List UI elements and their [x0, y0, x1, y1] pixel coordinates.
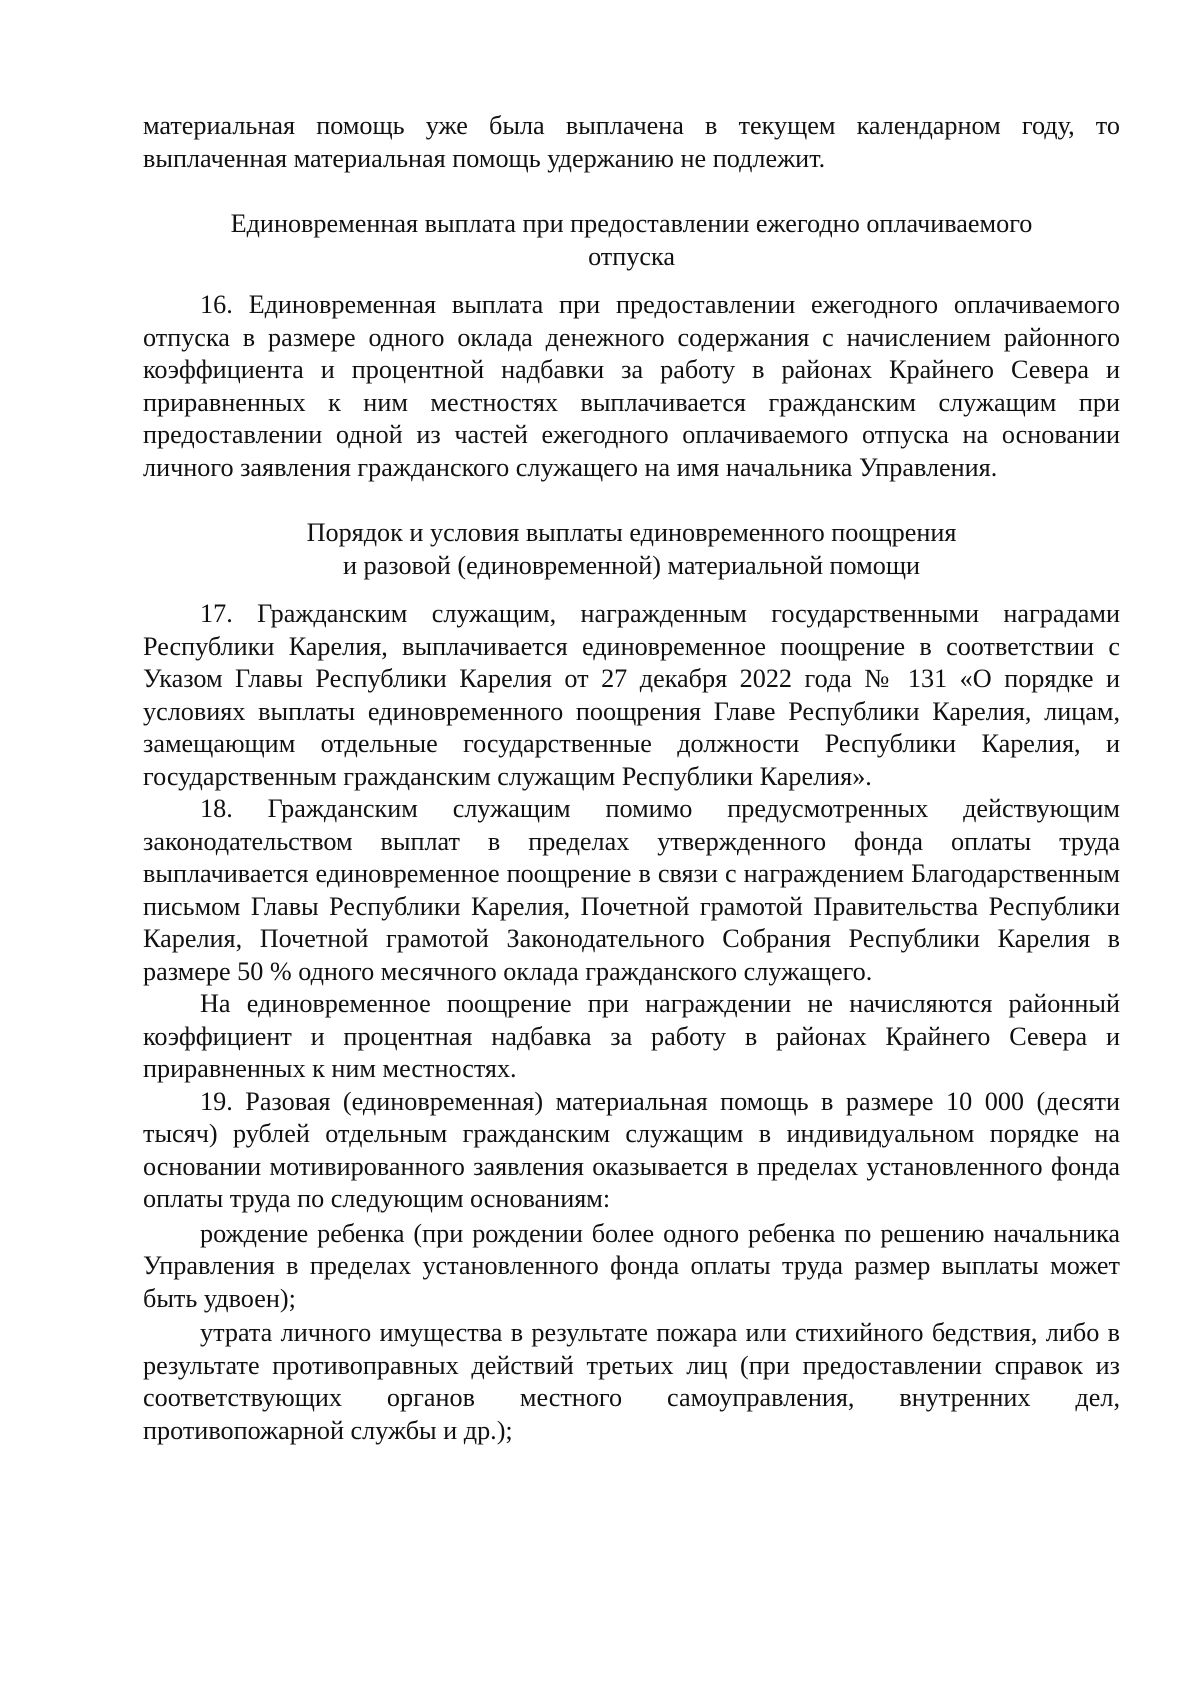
- paragraph-bonus-note: На единовременное поощрение при награждении не начисляются районный коэффициент и процентная надбавка за работу в районах Крайнего Севера и приравненных к ним местностях.: [143, 989, 1120, 1083]
- document-page: [143, 110, 1120, 1447]
- section-heading-bonus-and-aid: [143, 517, 1120, 582]
- intro-paragraph: материальная помощь уже была выплачена в текущем календарном году, то выплаченная материальная помощь удержанию не подлежит.: [143, 111, 1120, 173]
- paragraph-16: 16. Единовременная выплата при предоставлении ежегодного оплачиваемого отпуска в размере одного оклада денежного содержания с начислением районного коэффициента и процентной надбавки за работу в районах Крайнего Севера и приравненных к ним местностях выплачивается гражданским служащим при предоставлении одной из частей ежегодного оплачиваемого отпуска на основании личного заявления гражданского служащего на имя начальника Управления.: [143, 290, 1120, 482]
- section-heading-line: и разовой (единовременной) материальной помощи: [342, 550, 921, 580]
- section-heading-line: Единовременная выплата при предоставлении ежегодно оплачиваемого: [230, 209, 1033, 238]
- paragraph-18: 18. Гражданским служащим помимо предусмотренных действующим законодательством выплат в пределах утвержденного фонда оплаты труда выплачивается единовременное поощрение в связи с награждением Благодарственным письмом Главы Республики Карелия, Почетной грамотой Правительства Республики Карелия, Почетной грамотой Законодательного Собрания Республики Карелия в размере 50 % одного месячного оклада гражданского служащего.: [143, 794, 1120, 986]
- paragraph-17: 17. Гражданским служащим, награжденным государственными наградами Республики Карелия, выплачивается единовременное поощрение в соответствии с Указом Главы Республики Карелия от 27 декабря 2022 года № 131 «О порядке и условиях выплаты единовременного поощрения Главе Республики Карелия, лицам, замещающим отдельные государственные должности Республики Карелия, и государственным гражданским служащим Республики Карелия».: [143, 599, 1120, 791]
- paragraph-19: 19. Разовая (единовременная) материальная помощь в размере 10 000 (десяти тысяч) рублей отдельным гражданским служащим в индивидуальном порядке на основании мотивированного заявления оказывается в пределах установленного фонда оплаты труда по следующим основаниям:: [143, 1086, 1120, 1213]
- section-heading-one-time-vacation-payment: [143, 208, 1120, 273]
- section-heading-line: отпуска: [588, 241, 675, 271]
- list-item-child-birth: рождение ребенка (при рождении более одного ребенка по решению начальника Управления в пределах установленного фонда оплаты труда размер выплаты может быть удвоен);: [143, 1218, 1120, 1313]
- list-item-property-loss: утрата личного имущества в результате пожара или стихийного бедствия, либо в результате противоправных действий третьих лиц (при предоставлении справок из соответствующих органов местного самоуправления, внутренних дел, противопожарной службы и др.);: [143, 1318, 1120, 1445]
- section-heading-line: Порядок и условия выплаты единовременного поощрения: [306, 518, 957, 547]
